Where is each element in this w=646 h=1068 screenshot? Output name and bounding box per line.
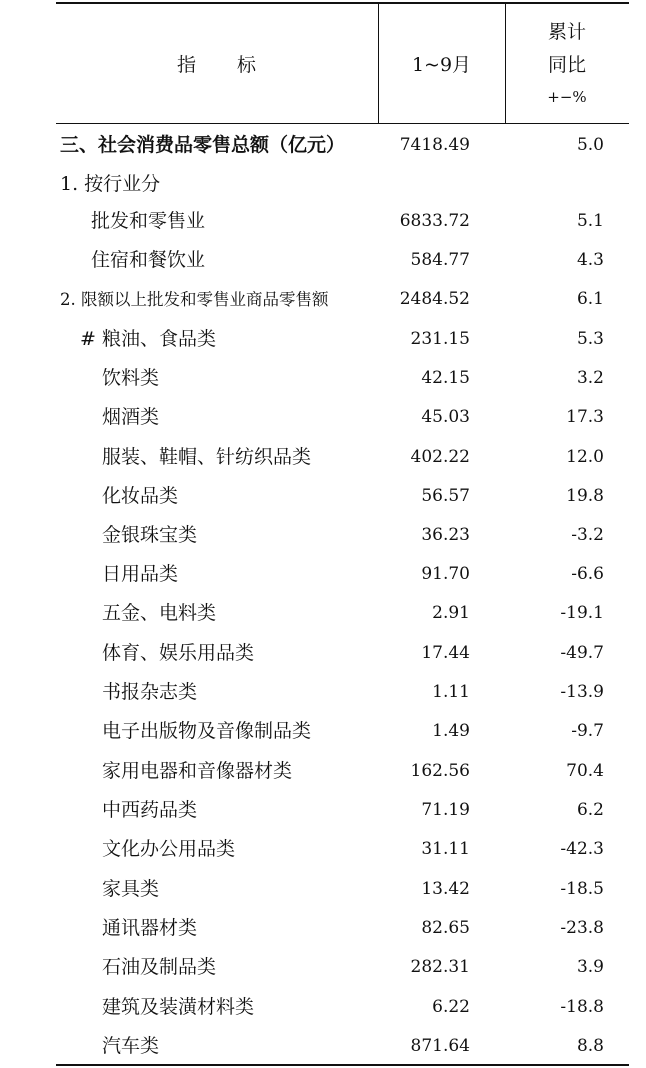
row-label: 化妆品类 — [102, 485, 179, 507]
row-label: 家用电器和音像器材类 — [102, 760, 293, 782]
row-value: 2484.52 — [399, 289, 470, 309]
table-row — [56, 438, 629, 477]
row-label: 文化办公用品类 — [102, 838, 236, 860]
row-value: 56.57 — [421, 486, 470, 506]
row-yoy: 17.3 — [566, 407, 604, 427]
row-yoy: 70.4 — [566, 761, 604, 781]
row-label: 中西药品类 — [102, 799, 198, 821]
table-row — [56, 830, 629, 869]
row-value: 7418.49 — [399, 135, 470, 155]
row-yoy: -49.7 — [560, 643, 604, 663]
table-row — [56, 320, 629, 359]
table-row — [56, 241, 629, 280]
row-value: 6.22 — [432, 997, 470, 1017]
table-row — [56, 988, 629, 1027]
header-indicator — [56, 2, 378, 124]
row-label: # 粮油、食品类 — [80, 328, 216, 350]
row-value: 162.56 — [410, 761, 470, 781]
row-yoy: -6.6 — [571, 564, 604, 584]
row-label: 日用品类 — [102, 563, 179, 585]
row-value: 71.19 — [421, 800, 470, 820]
table-row — [56, 712, 629, 751]
table-row — [56, 594, 629, 633]
table-row — [56, 398, 629, 437]
table-row — [56, 555, 629, 594]
table-row — [56, 280, 629, 319]
table-row — [56, 948, 629, 987]
header-cumulative-line2: 同比 — [547, 54, 586, 76]
row-yoy: 5.0 — [576, 135, 604, 155]
row-yoy: -18.5 — [560, 879, 604, 899]
header-indicator-label: 指 标 — [176, 53, 257, 76]
header-cumulative-line1: 累计 — [547, 21, 586, 43]
row-label: 2. 限额以上批发和零售业商品零售额 — [60, 290, 329, 309]
row-label: 批发和零售业 — [91, 210, 206, 232]
row-label: 体育、娱乐用品类 — [102, 642, 255, 664]
row-label: 五金、电料类 — [102, 602, 217, 624]
row-value: 282.31 — [410, 957, 470, 977]
row-yoy: -13.9 — [560, 682, 604, 702]
row-label: 1. 按行业分 — [60, 173, 161, 195]
row-yoy — [505, 165, 604, 204]
row-value: 82.65 — [421, 918, 470, 938]
row-label: 金银珠宝类 — [102, 524, 198, 546]
table-row — [56, 870, 629, 909]
table-row — [56, 359, 629, 398]
row-yoy: 4.3 — [576, 250, 604, 270]
row-value: 871.64 — [410, 1036, 470, 1056]
header-cumulative — [505, 16, 629, 112]
header-period — [378, 2, 505, 124]
table-row — [56, 791, 629, 830]
header-bottom-rule — [56, 123, 629, 124]
row-yoy: 6.2 — [576, 800, 604, 820]
table-row — [56, 165, 629, 204]
table-bottom-rule — [56, 1064, 629, 1066]
row-yoy: 19.8 — [566, 486, 604, 506]
header-cumulative-unit: +−% — [547, 88, 587, 106]
row-yoy: 3.9 — [576, 957, 604, 977]
row-label: 书报杂志类 — [102, 681, 198, 703]
row-value: 31.11 — [421, 839, 470, 859]
row-label: 饮料类 — [102, 367, 160, 389]
row-yoy: 6.1 — [576, 289, 604, 309]
row-yoy: 8.8 — [576, 1036, 604, 1056]
row-value: 45.03 — [421, 407, 470, 427]
table-row — [56, 202, 629, 241]
row-label: 石油及制品类 — [102, 956, 217, 978]
row-value: 584.77 — [410, 250, 470, 270]
row-yoy: -19.1 — [560, 603, 604, 623]
row-value: 2.91 — [432, 603, 470, 623]
statistics-table — [56, 2, 629, 1066]
row-value: 231.15 — [410, 329, 470, 349]
table-row — [56, 673, 629, 712]
header-period-label: 1~9月 — [411, 53, 472, 76]
row-label: 服装、鞋帽、针纺织品类 — [102, 446, 312, 468]
row-value: 1.49 — [432, 721, 470, 741]
table-row — [56, 477, 629, 516]
row-yoy: 12.0 — [566, 447, 604, 467]
row-value: 6833.72 — [399, 211, 470, 231]
row-value: 36.23 — [421, 525, 470, 545]
row-yoy: -42.3 — [560, 839, 604, 859]
table-row — [56, 126, 629, 165]
row-yoy: -23.8 — [560, 918, 604, 938]
row-value — [378, 165, 470, 204]
table-row — [56, 909, 629, 948]
row-label: 住宿和餐饮业 — [91, 249, 206, 271]
row-value: 91.70 — [421, 564, 470, 584]
table-row — [56, 752, 629, 791]
row-label: 三、社会消费品零售总额（亿元） — [60, 134, 346, 156]
table-row — [56, 516, 629, 555]
row-yoy: -9.7 — [571, 721, 604, 741]
row-yoy: 3.2 — [576, 368, 604, 388]
row-yoy: 5.3 — [576, 329, 604, 349]
row-label: 烟酒类 — [102, 406, 160, 428]
row-value: 17.44 — [421, 643, 470, 663]
row-yoy: 5.1 — [576, 211, 604, 231]
row-label: 电子出版物及音像制品类 — [102, 720, 312, 742]
table-row — [56, 634, 629, 673]
table-row — [56, 1027, 629, 1066]
row-value: 13.42 — [421, 879, 470, 899]
row-label: 建筑及装潢材料类 — [102, 996, 255, 1018]
row-label: 通讯器材类 — [102, 917, 198, 939]
row-label: 汽车类 — [102, 1035, 160, 1057]
row-yoy: -18.8 — [560, 997, 604, 1017]
row-label: 家具类 — [102, 878, 160, 900]
row-yoy: -3.2 — [571, 525, 604, 545]
row-value: 1.11 — [432, 682, 470, 702]
row-value: 42.15 — [421, 368, 470, 388]
row-value: 402.22 — [410, 447, 470, 467]
